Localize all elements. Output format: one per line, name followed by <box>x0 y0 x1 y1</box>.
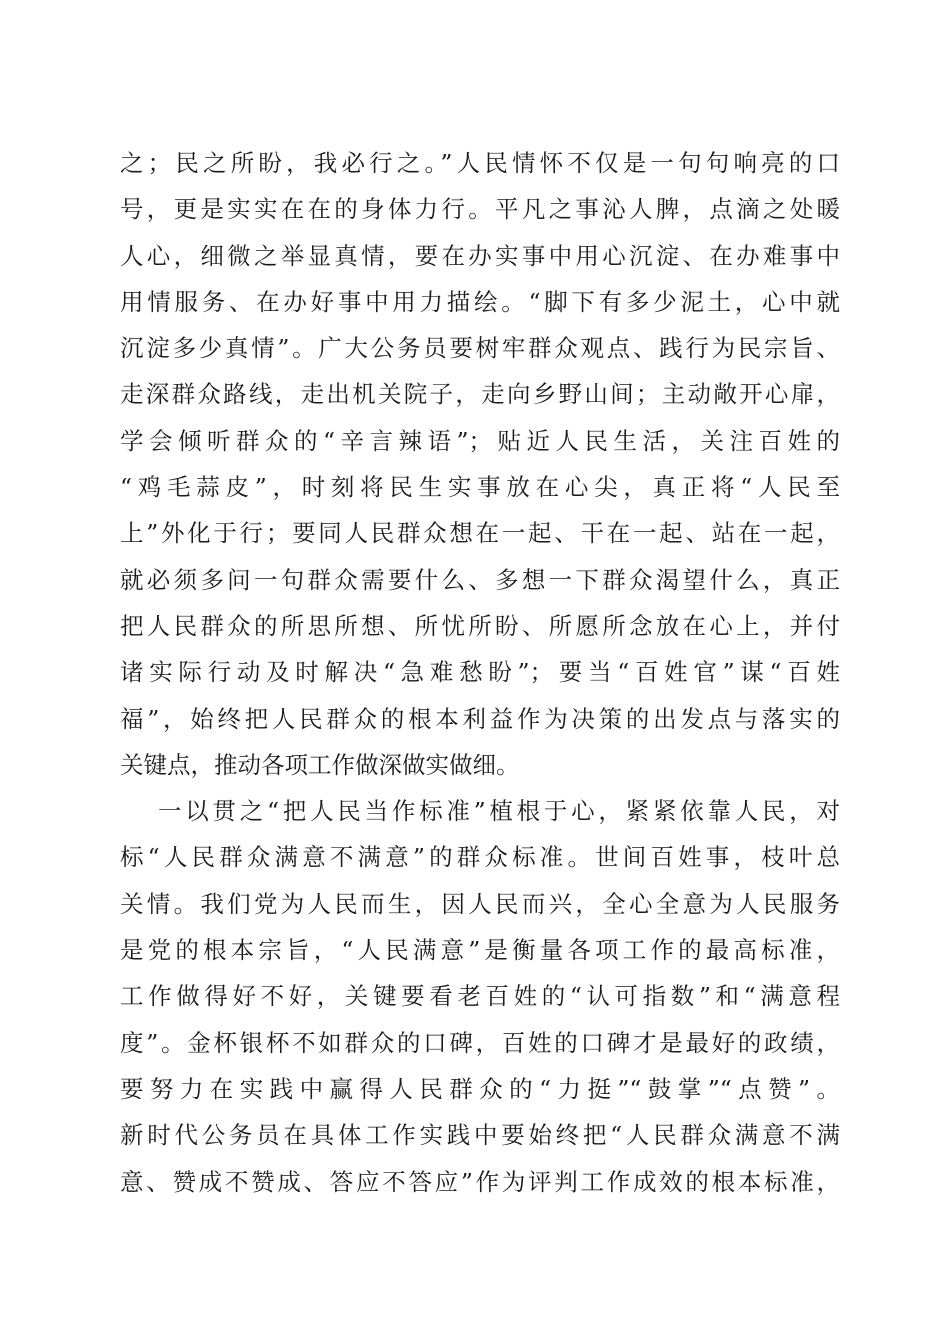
paragraph-2 <box>120 788 840 1205</box>
text-line: 关键点，推动各项工作做深做实做细。 <box>120 750 520 779</box>
text-line: 就必须多问一句群众需要什么、多想一下群众渴望什么，真正 <box>120 565 840 594</box>
text-line: 人心，细微之举显真情，要在办实事中用心沉淀、在办难事中 <box>120 241 840 270</box>
text-line: 号，更是实实在在的身体力行。平凡之事沁人脾，点滴之处暖 <box>120 195 840 224</box>
text-line: 意、赞成不赞成、答应不答应”作为评判工作成效的根本标准， <box>120 1167 840 1196</box>
text-line: 是党的根本宗旨，“人民满意”是衡量各项工作的最高标准， <box>120 936 840 965</box>
text-line: 沉淀多少真情”。广大公务员要树牢群众观点、践行为民宗旨、 <box>120 334 840 363</box>
text-line: 度”。金杯银杯不如群众的口碑，百姓的口碑才是最好的政绩， <box>120 1028 840 1057</box>
paragraph-1 <box>120 140 840 788</box>
text-line: 要努力在实践中赢得人民群众的“力挺”“鼓掌”“点赞”。 <box>120 1074 840 1103</box>
text-line: 福”，始终把人民群众的根本利益作为决策的出发点与落实的 <box>120 704 840 733</box>
text-line: 新时代公务员在具体工作实践中要始终把“人民群众满意不满 <box>120 1121 840 1150</box>
text-line: 用情服务、在办好事中用力描绘。“脚下有多少泥土，心中就 <box>120 287 840 316</box>
text-line: 诸实际行动及时解决“急难愁盼”；要当“百姓官”谋“百姓 <box>120 658 840 687</box>
text-line: 上”外化于行；要同人民群众想在一起、干在一起、站在一起， <box>120 519 840 548</box>
text-line: 走深群众路线，走出机关院子，走向乡野山间；主动敞开心扉， <box>120 380 840 409</box>
text-line: 把人民群众的所思所想、所忧所盼、所愿所念放在心上，并付 <box>120 611 840 640</box>
text-line: 学会倾听群众的“辛言辣语”；贴近人民生活，关注百姓的 <box>120 426 840 455</box>
text-line: 一以贯之“把人民当作标准”植根于心，紧紧依靠人民，对 <box>158 797 840 826</box>
text-line: 关情。我们党为人民而生，因人民而兴，全心全意为人民服务 <box>120 889 840 918</box>
body-text <box>120 140 840 1205</box>
text-line: 工作做得好不好，关键要看老百姓的“认可指数”和“满意程 <box>120 982 840 1011</box>
text-line: 之；民之所盼，我必行之。”人民情怀不仅是一句句响亮的口 <box>120 149 840 177</box>
text-line: “鸡毛蒜皮”，时刻将民生实事放在心尖，真正将“人民至 <box>120 473 840 502</box>
text-line: 标“人民群众满意不满意”的群众标准。世间百姓事，枝叶总 <box>120 843 840 872</box>
